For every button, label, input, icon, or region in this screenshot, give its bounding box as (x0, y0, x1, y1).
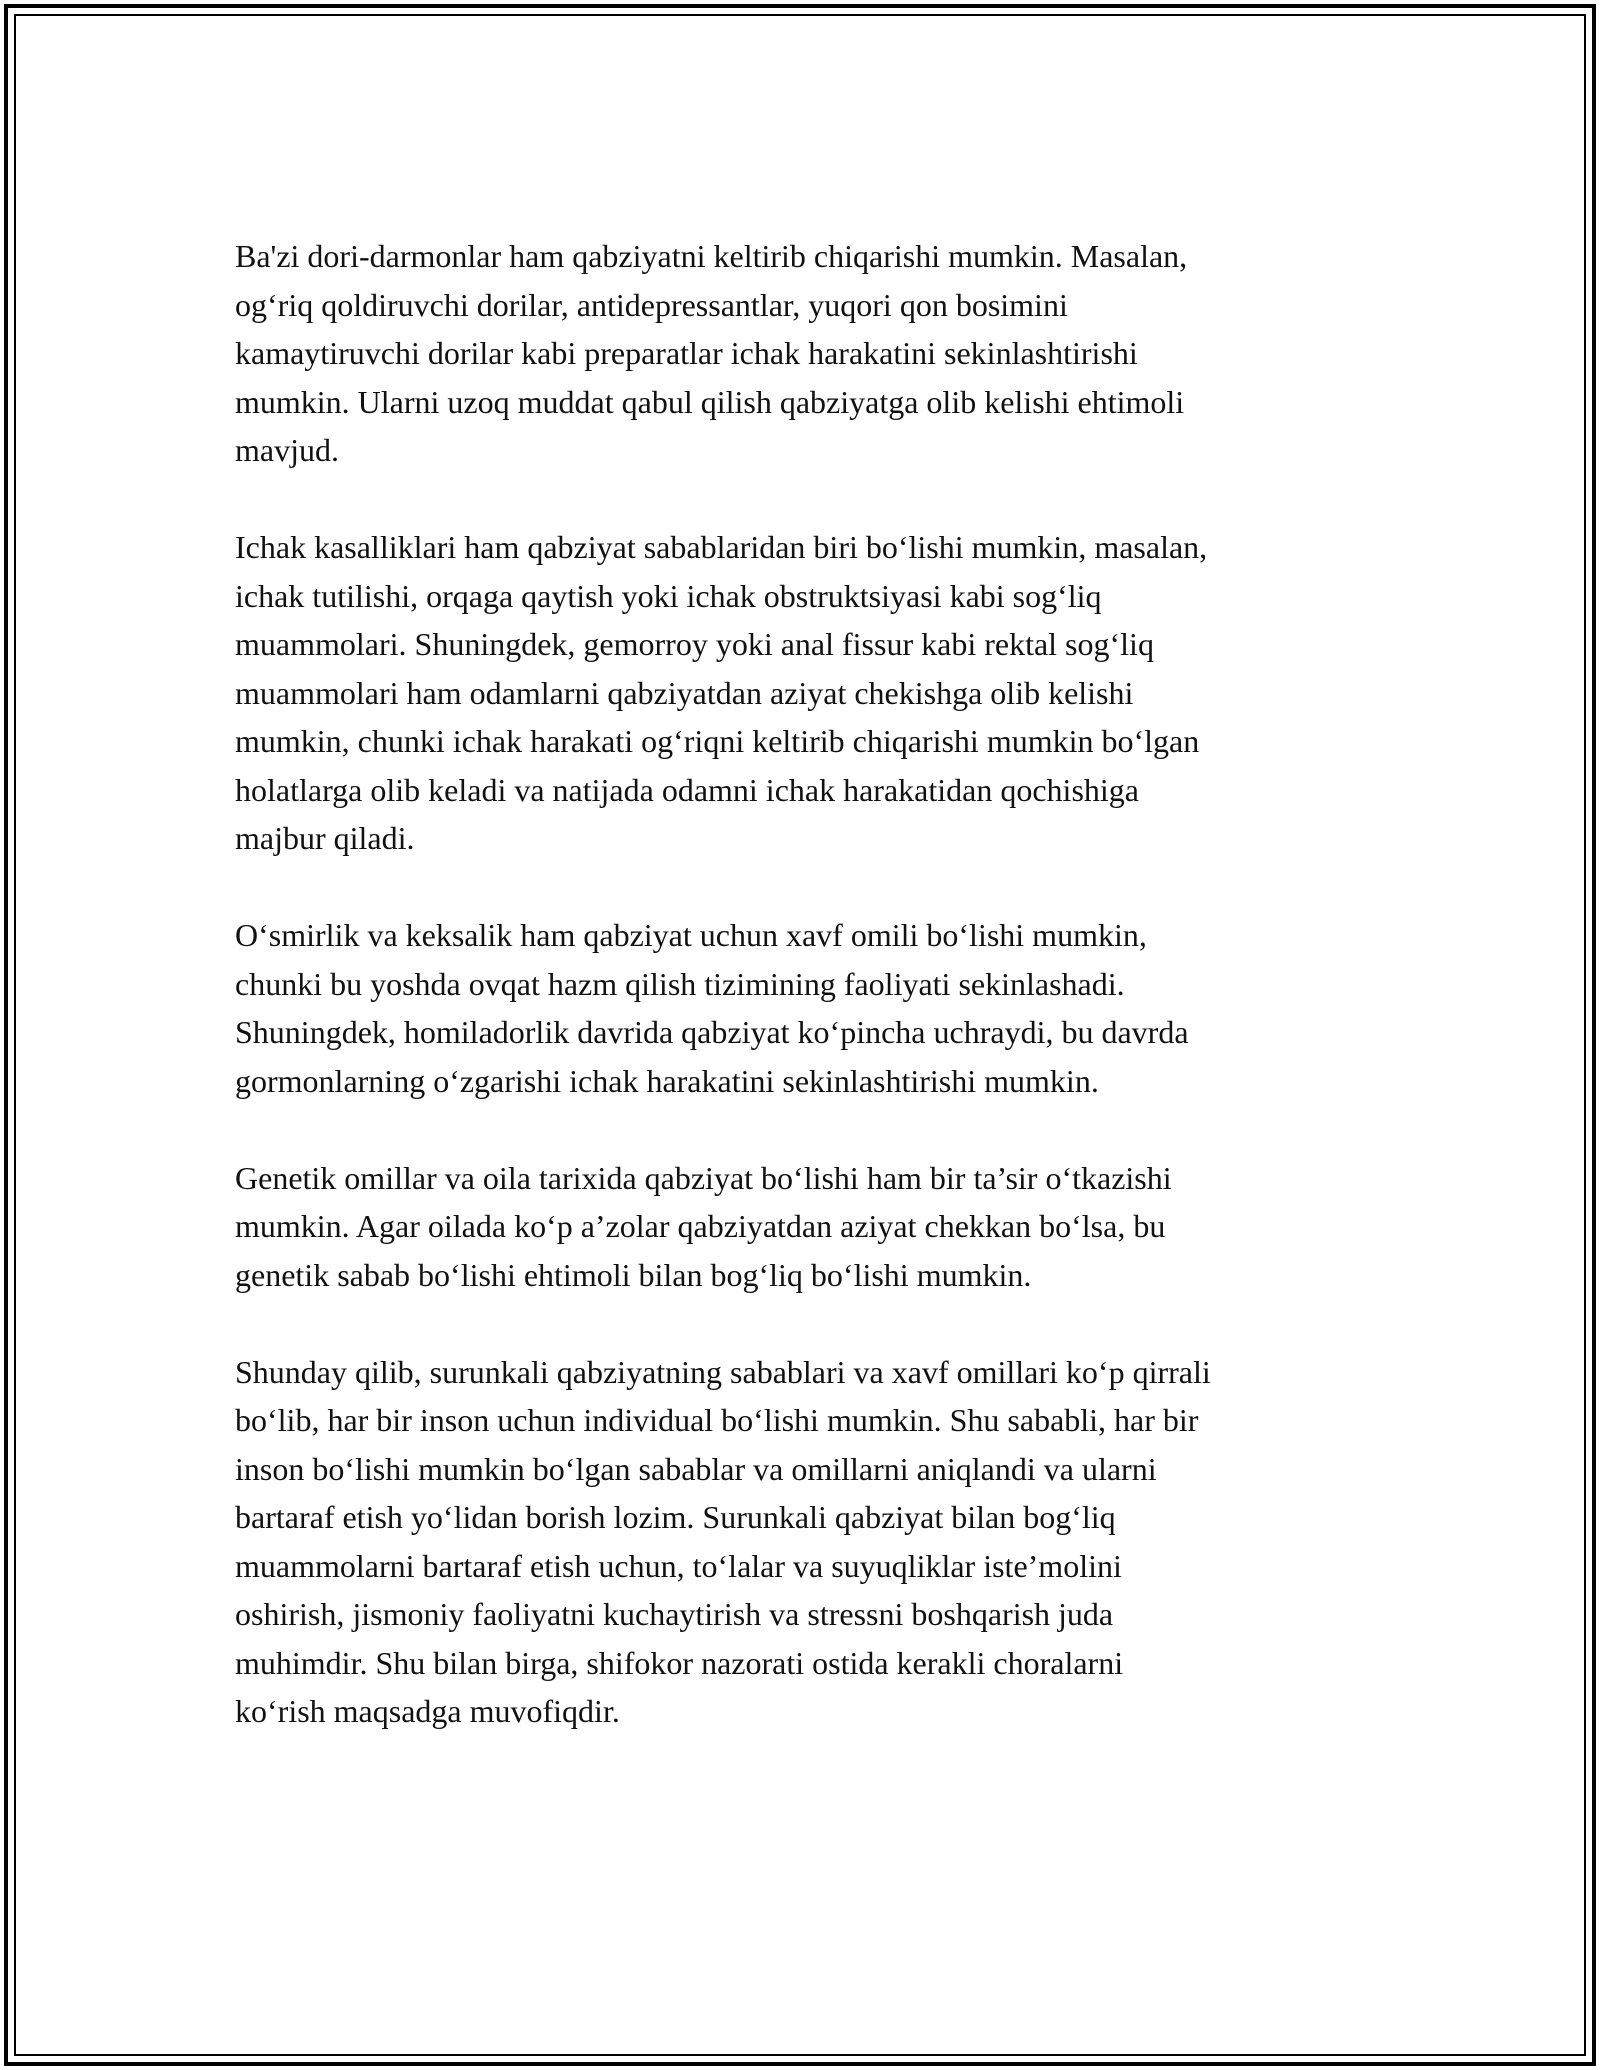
document-body (235, 232, 1365, 1784)
paragraph-intestinal-diseases: Ichak kasalliklari ham qabziyat sabablaridan biri bo‘lishi mumkin, masalan, ichak tutilishi, orqaga qaytish yoki ichak obstruktsiyasi kabi sog‘liq muammolari. Shuningdek, gemorroy yoki anal fissur kabi rektal sog‘liq muammolari ham odamlarni qabziyatdan aziyat chekishga olib kelishi mumkin, chunki ichak harakati og‘riqni keltirib chiqarishi mumkin bo‘lgan holatlarga olib keladi va natijada odamni ichak harakatidan qochishiga majbur qiladi. (235, 529, 1208, 856)
paragraph-medications: Ba'zi dori-darmonlar ham qabziyatni keltirib chiqarishi mumkin. Masalan, og‘riq qoldiruvchi dorilar, antidepressantlar, yuqori qon bosimini kamaytiruvchi dorilar kabi preparatlar ichak harakatini sekinlashtirishi mumkin. Ularni uzoq muddat qabul qilish qabziyatga olib kelishi ehtimoli mavjud. (235, 238, 1188, 468)
paragraph-genetic-factors: Genetik omillar va oila tarixida qabziyat bo‘lishi ham bir ta’sir o‘tkazishi mumkin. Agar oilada ko‘p a’zolar qabziyatdan aziyat chekkan bo‘lsa, bu genetik sabab bo‘lishi ehtimoli bilan bog‘liq bo‘lishi mumkin. (235, 1159, 1172, 1293)
paragraph-conclusion: Shunday qilib, surunkali qabziyatning sabablari va xavf omillari ko‘p qirrali bo‘lib, har bir inson uchun individual bo‘lishi mumkin. Shu sababli, har bir inson bo‘lishi mumkin bo‘lgan sabablar va omillarni aniqlandi va ularni bartaraf etish yo‘lidan borish lozim. Surunkali qabziyat bilan bog‘liq muammolarni bartaraf etish uchun, to‘lalar va suyuqliklar iste’molini oshirish, jismoniy faoliyatni kuchaytirish va stressni boshqarish juda muhimdir. Shu bilan birga, shifokor nazorati ostida kerakli choralarni ko‘rish maqsadga muvofiqdir. (235, 1353, 1211, 1729)
paragraph-age-factors: O‘smirlik va keksalik ham qabziyat uchun xavf omili bo‘lishi mumkin, chunki bu yoshda ovqat hazm qilish tizimining faoliyati sekinlashadi. Shuningdek, homiladorlik davrida qabziyat ko‘pincha uchraydi, bu davrda gormonlarning o‘zgarishi ichak harakatini sekinlashtirishi mumkin. (235, 917, 1189, 1099)
